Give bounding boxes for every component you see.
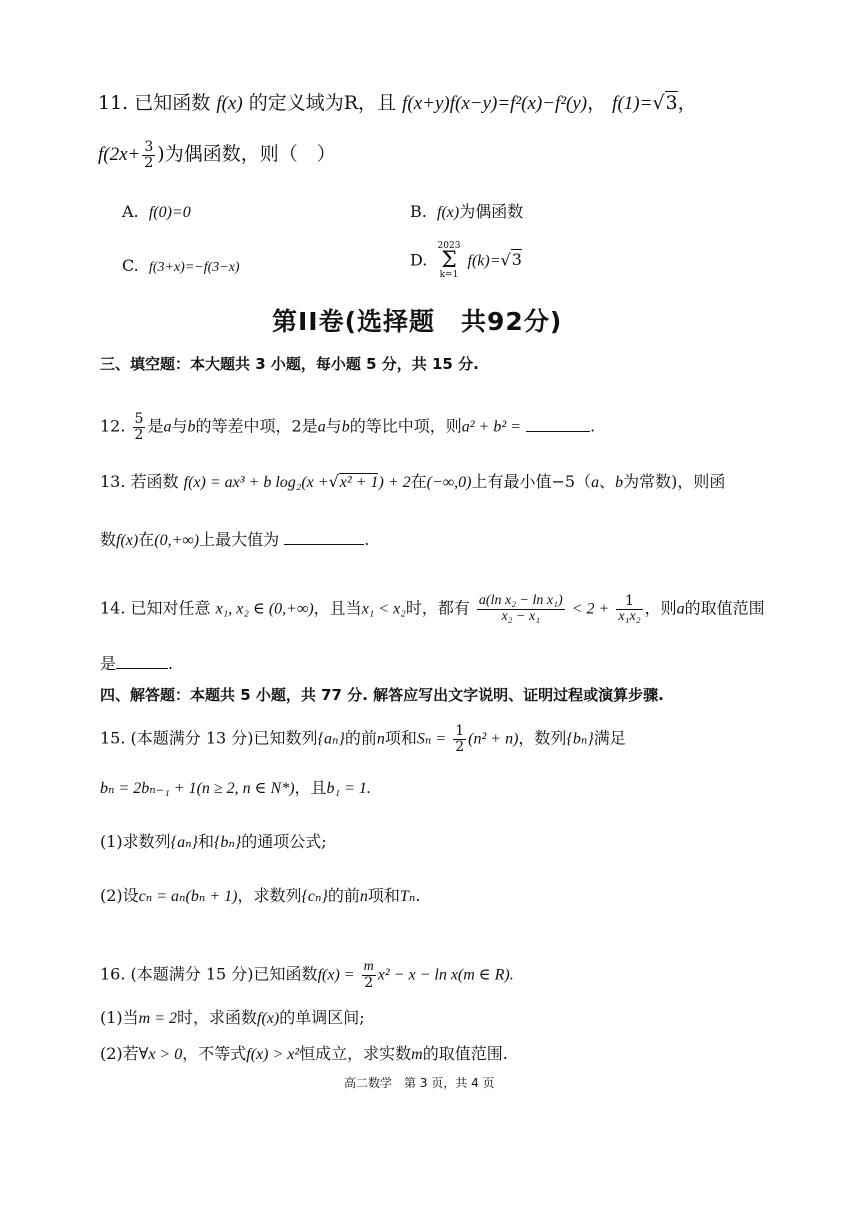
q11-sqrt3: 3 (665, 92, 678, 114)
q11-f1: f(1)= (612, 93, 653, 114)
q14-frac-2: $\frac{1}{\text{x₁x₂}}$ (618, 593, 641, 624)
q16-part1: (1)当m = 2时，求函数f(x)的单调区间; (100, 1008, 365, 1027)
q11-eq-main: f(x+y)f(x−y)=f²(x)−f²(y) (402, 93, 588, 114)
q14-line1: 14. 已知对任意 x₁, x₂ ∈ (0,+∞)，且当x₁ < x₂时，都有 $\frac{\text{a(ln x₂ − ln x₁)}}{\text{x₂ − x₁}}$ < 2 + $\frac{1}{\text{x₁x₂}}$ ，则a的取值范围 (100, 593, 765, 624)
q12-frac-5-2: $\frac{5}{2}$ (134, 411, 144, 443)
q11-sum-symbol: 2023 Σ k=1 (437, 241, 461, 280)
q11-text-a: 的定义域为R，且 (248, 92, 397, 114)
q13-line2: 数f(x)在(0,+∞)上最大值为 . (100, 530, 370, 549)
q16-frac-m-2: $\frac{m}{2}$ (363, 959, 374, 991)
q11-line2-end: )为偶函数，则（ ） (157, 143, 336, 166)
q11-option-d: D. 2023 Σ k=1 f(k)=√3 (410, 241, 522, 280)
q16-part2: (2)若∀x > 0，不等式f(x) > x²恒成立，求实数m的取值范围. (100, 1044, 508, 1063)
q12-answer-blank[interactable] (526, 417, 590, 432)
q13-expr: f(x) = ax³ + b log₂(x + (183, 474, 329, 491)
q11-option-a: A. f(0)=0 (122, 202, 191, 221)
q12-expr: a² + b² = (461, 418, 521, 436)
q11-fx: f(x) (216, 93, 243, 114)
q15-part1: (1)求数列{aₙ}和{bₙ}的通项公式; (100, 832, 327, 851)
q14-frac-main: $\frac{\text{a(ln x₂ − ln x₁)}}{\text{x₂ − x₁}}$ (478, 593, 563, 624)
q15-frac-half: $\frac{1}{2}$ (455, 723, 465, 755)
q11-line1: 11. 已知函数 f(x) 的定义域为R，且 f(x+y)f(x−y)=f²(x)−f²(y)， f(1)=√3， (98, 92, 697, 114)
q11-frac-3-2: $\frac{3}{2}$ (144, 139, 154, 171)
page-footer: 高二数学 第 3 页，共 4 页 (344, 1076, 495, 1090)
q11-option-c: C. f(3+x)=−f(3−x) (122, 256, 240, 275)
q11-end-comma: ， (677, 92, 697, 114)
q15-line1: 15. (本题满分 13 分)已知数列{aₙ}的前n项和Sₙ = $\frac{1}{2}$ (n² + n)，数列{bₙ}满足 (100, 723, 626, 755)
part3-heading: 三、填空题：本大题共 3 小题，每小题 5 分，共 15 分. (100, 355, 479, 373)
q15-part2: (2)设cₙ = aₙ(bₙ + 1)，求数列{cₙ}的前n项和Tₙ. (100, 886, 421, 905)
q15-line2: bₙ = 2bₙ₋₁ + 1(n ≥ 2, n ∈ N*)，且b₁ = 1. (100, 778, 371, 797)
section2-title: 第II卷(选择题 共92分) (272, 307, 563, 336)
q13-line1: 13. 若函数 f(x) = ax³ + b log₂(x +√x² + 1) + 2在(−∞,0)上有最小值−5（a、b为常数)，则函 (100, 472, 726, 491)
q11-line2: f(2x+ $\frac{3}{2}$ )为偶函数，则（ ） (98, 139, 336, 171)
q16-line1: 16. (本题满分 15 分)已知函数f(x) = $\frac{m}{2}$ x² − x − ln x(m ∈ R). (100, 959, 514, 991)
q11-option-b: B. f(x)为偶函数 (410, 202, 524, 221)
part4-heading: 四、解答题：本题共 5 小题，共 77 分. 解答应写出文字说明、证明过程或演算步骤. (100, 686, 664, 704)
q11-prefix: 11. 已知函数 (98, 92, 211, 114)
q13-answer-blank[interactable] (284, 530, 364, 545)
q11-sep: ， (587, 92, 607, 114)
q12-line: 12. $\frac{5}{2}$ 是a与b的等差中项，2是a与b的等比中项，则a² + b² = . (100, 411, 596, 443)
q14-line2: 是 . (100, 654, 174, 673)
q14-answer-blank[interactable] (116, 654, 168, 669)
